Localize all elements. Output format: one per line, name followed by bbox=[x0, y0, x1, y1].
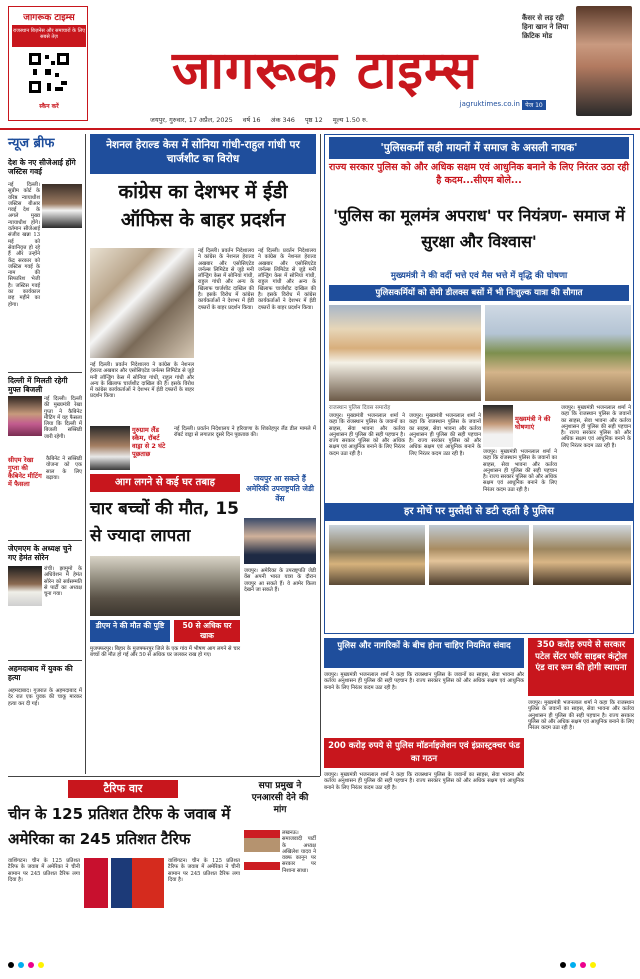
citizen-body: जयपुर। मुख्यमंत्री भजनलाल शर्मा ने कहा कि राजस्थान पुलिस के जवानों का साहस, सेवा भावना और कर्तव्य अनुशासन ही पुलिस की सही पहचान है। राज्य सरकार पुलिस को और अधिक सक्षम एवं आधुनिक बनाने के लिए निरंतर कदम उठा रही है। bbox=[324, 672, 524, 691]
qr-code-icon[interactable] bbox=[27, 51, 71, 95]
news-brief-header: न्यूज ब्रीफ bbox=[8, 136, 55, 151]
pages: पृष्ठ 12 bbox=[304, 116, 323, 124]
brief-photo-2 bbox=[8, 396, 42, 436]
dateline-bar bbox=[150, 114, 480, 126]
gurugram-photo bbox=[90, 426, 130, 470]
brief-headline-5: अहमदाबाद में युवक की हत्या bbox=[8, 664, 73, 682]
qr-promo-box bbox=[8, 6, 88, 121]
brief-body-1b bbox=[8, 284, 82, 366]
gurugram-headline: गुरुग्राम लैंड स्कैम, रॉबर्ट वाड्रा से 2 घंटे पूछताछ bbox=[132, 426, 166, 458]
fire-tag-2: 50 से अधिक घर खाक bbox=[174, 620, 240, 642]
scan-cta: स्कैन करें bbox=[39, 103, 59, 110]
bus-body: जयपुर। मुख्यमंत्री भजनलाल शर्मा ने कहा कि राजस्थान पुलिस के जवानों का साहस, सेवा भावना और कर्तव्य अनुशासन ही पुलिस की सही पहचान है। राज्य सरकार पुलिस को और अधिक सक्षम एवं आधुनिक बनाने के लिए निरंतर कदम उठा रही है। bbox=[528, 700, 634, 732]
fire-body: मुजफ्फरपुर। बिहार के मुजफ्फरपुर जिले के एक गांव में भीषण आग लगने से चार बच्चों की मौत हो गई और 50 से अधिक घर जलकर राख हो गए। bbox=[90, 646, 240, 659]
fire-photo bbox=[90, 556, 240, 616]
reg-dot bbox=[28, 962, 34, 968]
police-photo-2 bbox=[429, 525, 529, 585]
cm-body-col-3: जयपुर। मुख्यमंत्री भजनलाल शर्मा ने कहा कि राजस्थान पुलिस के जवानों का साहस, सेवा भावना और कर्तव्य अनुशासन ही पुलिस की सही पहचान है। राज्य सरकार पुलिस को और अधिक सक्षम एवं आधुनिक बनाने के लिए निरंतर कदम उठा रही है। bbox=[483, 449, 557, 493]
lead-body-col-3: नई दिल्ली। प्रवर्तन निदेशालय ने कांग्रेस के नेशनल हेराल्ड अखबार और एसोसिएटेड जर्नल्स लिमिटेड से जुड़े मनी लॉन्ड्रिंग केस में सोनिया गांधी, राहुल गांधी और अन्य के खिलाफ चार्जशीट दाखिल की है। इसके विरोध में कांग्रेस कार्यकर्ताओं ने देशभर में ईडी दफ्तरों के बाहर प्रदर्शन किया। bbox=[258, 248, 316, 311]
citizen-section bbox=[324, 638, 634, 928]
promo-tagline: राजस्थान बिज़नेस और समाचारों के लिए सबसे तेज़ bbox=[12, 25, 86, 47]
police-caption-2 bbox=[429, 589, 529, 631]
small-logo: जागरूक टाइम्स bbox=[23, 13, 75, 23]
jaipur-body: जयपुर। अमेरिका के उपराष्ट्रपति जेडी वेंस अपनी भारत यात्रा के दौरान जयपुर आ सकते हैं। वे आमेर किला देखने जा सकते हैं। bbox=[244, 568, 316, 593]
registration-marks bbox=[8, 962, 44, 968]
lead-body-col-2: नई दिल्ली। प्रवर्तन निदेशालय ने कांग्रेस के नेशनल हेराल्ड अखबार और एसोसिएटेड जर्नल्स लिमिटेड से जुड़े मनी लॉन्ड्रिंग केस में सोनिया गांधी, राहुल गांधी और अन्य के खिलाफ चार्जशीट दाखिल की है। इसके विरोध में कांग्रेस कार्यकर्ताओं ने देशभर में ईडी दफ्तरों के बाहर प्रदर्शन किया। bbox=[198, 248, 254, 311]
sapa-story bbox=[244, 780, 316, 930]
brief-photo-4 bbox=[8, 566, 42, 606]
tariff-story bbox=[8, 780, 240, 930]
cm-deck: मुख्यमंत्री ने की वर्दी भत्ते एवं मैस भत्ते में वृद्धि की घोषणा bbox=[390, 271, 568, 281]
brief-body-4: रांची। झामुमो के अधिवेशन में हेमंत सोरेन को सर्वसम्मति से पार्टी का अध्यक्ष चुना गया। bbox=[44, 566, 82, 598]
fire-headline: चार बच्चों की मौत, 15 से ज्यादा लापता bbox=[90, 499, 239, 546]
tariff-photo bbox=[84, 858, 164, 908]
cm-body-col-2: जयपुर। मुख्यमंत्री भजनलाल शर्मा ने कहा कि राजस्थान पुलिस के जवानों का साहस, सेवा भावना और कर्तव्य अनुशासन ही पुलिस की सही पहचान है। राज्य सरकार पुलिस को और अधिक सक्षम एवं आधुनिक बनाने के लिए निरंतर कदम उठा रही है। bbox=[409, 413, 481, 457]
registration-marks-right bbox=[560, 962, 596, 968]
bus-headline: 350 करोड़ रुपये से सरकार पटेल सेंटर फॉर साइबर कंट्रोल एंड वार रूम की होगी स्थापना bbox=[528, 638, 634, 696]
brief-divider-4 bbox=[8, 660, 82, 661]
cm-kicker: 'पुलिसकर्मी सही मायनों में समाज के असली नायक' bbox=[329, 137, 629, 159]
cm-subhead: राज्य सरकार पुलिस को और अधिक सक्षम एवं आधुनिक बनाने के लिए निरंतर उठा रही है कदम...सीएम बोले... bbox=[329, 162, 629, 186]
lead-story bbox=[90, 134, 316, 470]
reg-dot bbox=[18, 962, 24, 968]
lead-kicker: नेशनल हेराल्ड केस में सोनिया गांधी-राहुल गांधी पर चार्जशीट का विरोध bbox=[90, 134, 316, 174]
brief-headline-1: देश के नए सीजेआई होंगे जस्टिस गवई bbox=[8, 158, 76, 176]
qr-pattern bbox=[27, 51, 71, 95]
sapa-headline: सपा प्रमुख ने एनआरसी देने की मांग bbox=[251, 781, 309, 815]
brief-divider-1 bbox=[8, 372, 82, 373]
police-photo-1 bbox=[329, 525, 425, 585]
jaipur-headline: जयपुर आ सकते हैं अमेरिकी उपराष्ट्रपति जेडी वेंस bbox=[246, 474, 314, 503]
tariff-body-2: वाशिंगटन। चीन के 125 प्रतिशत टैरिफ के जवाब में अमेरिका ने चीनी सामान पर 245 प्रतिशत टैरिफ लगा दिया है। bbox=[168, 858, 240, 883]
cm-story bbox=[324, 134, 634, 634]
modernization-body: जयपुर। मुख्यमंत्री भजनलाल शर्मा ने कहा कि राजस्थान पुलिस के जवानों का साहस, सेवा भावना और कर्तव्य अनुशासन ही पुलिस की सही पहचान है। राज्य सरकार पुलिस को और अधिक सक्षम एवं आधुनिक बनाने के लिए निरंतर कदम उठा रही है। bbox=[324, 772, 524, 791]
jaipur-story bbox=[244, 474, 316, 694]
modernization-headline: 200 करोड़ रुपये से पुलिस मॉडर्नाइजेशन एवं इंफ्रास्ट्रक्चर फंड का गठन bbox=[324, 738, 524, 768]
reg-dot bbox=[38, 962, 44, 968]
cm-byline: राजस्थान पुलिस दिवस समारोह bbox=[329, 405, 391, 411]
col-divider-left bbox=[85, 134, 86, 774]
cm-photo-parade bbox=[485, 305, 631, 401]
police-bar: हर मोर्चे पर मुस्तैदी से डटी रहती है पुलिस bbox=[325, 503, 633, 521]
fire-story bbox=[90, 474, 240, 694]
issue: अंक 346 bbox=[270, 116, 295, 124]
site-url[interactable]: jagruktimes.co.in bbox=[459, 100, 520, 108]
sapa-photo bbox=[244, 830, 280, 870]
lead-headline: कांग्रेस का देशभर में ईडी ऑफिस के बाहर प्रदर्शन bbox=[118, 181, 288, 231]
brief-body-1: नई दिल्ली। सुप्रीम कोर्ट के वरिष्ठ न्यायाधीश जस्टिस बीआर गवई देश के अगले मुख्य न्यायाधीश होंगे। वर्तमान सीजेआई संजीव खन्ना 13 मई को सेवानिवृत्त हो रहे हैं और उन्होंने केंद्र सरकार को जस्टिस गवई के नाम की सिफारिश भेजी है। जस्टिस गवई का कार्यकाल छह महीने का होगा। bbox=[8, 182, 40, 308]
reg-dot bbox=[590, 962, 596, 968]
police-photo-3 bbox=[533, 525, 631, 585]
brief-body-3: कैबिनेट ने सब्सिडी योजना को एक साल के लिए बढ़ाया। bbox=[46, 456, 82, 481]
teaser-page-badge: पेज 10 bbox=[522, 100, 546, 110]
police-caption-1 bbox=[329, 589, 425, 631]
brief-photo-1 bbox=[42, 184, 82, 228]
news-brief-column bbox=[8, 134, 82, 774]
tariff-body-1: वाशिंगटन। चीन के 125 प्रतिशत टैरिफ के जवाब में अमेरिका ने चीनी सामान पर 245 प्रतिशत टैरिफ लगा दिया है। bbox=[8, 858, 80, 883]
brief-body-2: नई दिल्ली। दिल्ली की मुख्यमंत्री रेखा गुप्ता ने कैबिनेट मीटिंग में यह फैसला लिया कि दिल्ली में बिजली सब्सिडी जारी रहेगी। bbox=[44, 396, 82, 440]
cm-photo-main bbox=[329, 305, 481, 401]
cm-bar: पुलिसकर्मियों को सेमी डीलक्स बसों में भी निःशुल्क यात्रा की सौगात bbox=[329, 285, 629, 301]
citizen-headline: पुलिस और नागरिकों के बीच होना चाहिए नियमित संवाद bbox=[324, 638, 524, 668]
masthead bbox=[0, 0, 640, 128]
cm-headline: 'पुलिस का मूलमंत्र अपराध' पर नियंत्रण- समाज में सुरक्षा और विश्वास' bbox=[333, 206, 625, 251]
paper-title: जागरूक टाइम्स bbox=[171, 41, 479, 101]
cm-body-col-4: जयपुर। मुख्यमंत्री भजनलाल शर्मा ने कहा कि राजस्थान पुलिस के जवानों का साहस, सेवा भावना और कर्तव्य अनुशासन ही पुलिस की सही पहचान है। राज्य सरकार पुलिस को और अधिक सक्षम एवं आधुनिक बनाने के लिए निरंतर कदम उठा रही है। bbox=[561, 405, 631, 449]
masthead-rule bbox=[0, 128, 640, 130]
brief-divider-3 bbox=[8, 540, 82, 541]
reg-dot bbox=[580, 962, 586, 968]
reg-dot bbox=[570, 962, 576, 968]
cm-announce-label: मुख्यमंत्री ने की घोषणाएं bbox=[515, 415, 551, 431]
reg-dot bbox=[8, 962, 14, 968]
teaser-box[interactable] bbox=[522, 6, 632, 121]
lead-photo bbox=[90, 248, 194, 358]
col-divider-center bbox=[320, 134, 321, 776]
lead-body-col-1: नई दिल्ली। प्रवर्तन निदेशालय ने कांग्रेस के नेशनल हेराल्ड अखबार और एसोसिएटेड जर्नल्स लिमिटेड से जुड़े मनी लॉन्ड्रिंग केस में सोनिया गांधी, राहुल गांधी और अन्य के खिलाफ चार्जशीट दाखिल की है। इसके विरोध में कांग्रेस कार्यकर्ताओं ने देशभर में ईडी दफ्तरों के बाहर प्रदर्शन किया। bbox=[90, 362, 194, 400]
fire-tag-1: डीएम ने की मौत की पुष्टि bbox=[90, 620, 170, 642]
teaser-photo bbox=[576, 6, 632, 116]
jaipur-photo bbox=[244, 518, 316, 564]
brief-headline-4: जेएमएम के अध्यक्ष चुने गए हेमंत सोरेन bbox=[8, 544, 72, 562]
police-caption-3 bbox=[533, 589, 631, 631]
sapa-body: लखनऊ। समाजवादी पार्टी के अध्यक्ष अखिलेश यादव ने वक्फ कानून पर सरकार पर निशाना साधा। bbox=[282, 830, 316, 874]
reg-dot bbox=[560, 962, 566, 968]
date: जयपुर, गुरुवार, 17 अप्रैल, 2025 bbox=[150, 116, 233, 124]
brief-headline-2: दिल्ली में मिलती रहेगी मुफ्त बिजली bbox=[8, 376, 68, 394]
tariff-top-rule bbox=[8, 776, 320, 777]
brief-body-5: अहमदाबाद। गुजरात के अहमदाबाद में देर रात एक युवक की चाकू मारकर हत्या कर दी गई। bbox=[8, 688, 82, 707]
cm-announce-photo bbox=[483, 405, 513, 447]
teaser-text: कैंसर से लड़ रही हिना खान ने लिया क्रिटिक मोड bbox=[522, 14, 569, 40]
gurugram-body: नई दिल्ली। प्रवर्तन निदेशालय ने हरियाणा के शिकोहपुर लैंड डील मामले में रॉबर्ट वाड्रा से लगातार दूसरे दिन पूछताछ की। bbox=[174, 426, 316, 439]
year: वर्ष 16 bbox=[242, 116, 261, 124]
brief-headline-3: सीएम रेखा गुप्ता की कैबिनेट मीटिंग में फैसला bbox=[8, 456, 42, 488]
tariff-headline: चीन के 125 प्रतिशत टैरिफ के जवाब में अमेरिका का 245 प्रतिशत टैरिफ bbox=[8, 805, 231, 848]
price: मूल्य 1.50 रु. bbox=[332, 116, 368, 124]
cm-body-col-1: जयपुर। मुख्यमंत्री भजनलाल शर्मा ने कहा कि राजस्थान पुलिस के जवानों का साहस, सेवा भावना और कर्तव्य अनुशासन ही पुलिस की सही पहचान है। राज्य सरकार पुलिस को और अधिक सक्षम एवं आधुनिक बनाने के लिए निरंतर कदम उठा रही है। bbox=[329, 413, 405, 457]
fire-kicker: आग लगने से कई घर तबाह bbox=[90, 474, 240, 492]
tariff-label: टैरिफ वार bbox=[68, 780, 178, 798]
